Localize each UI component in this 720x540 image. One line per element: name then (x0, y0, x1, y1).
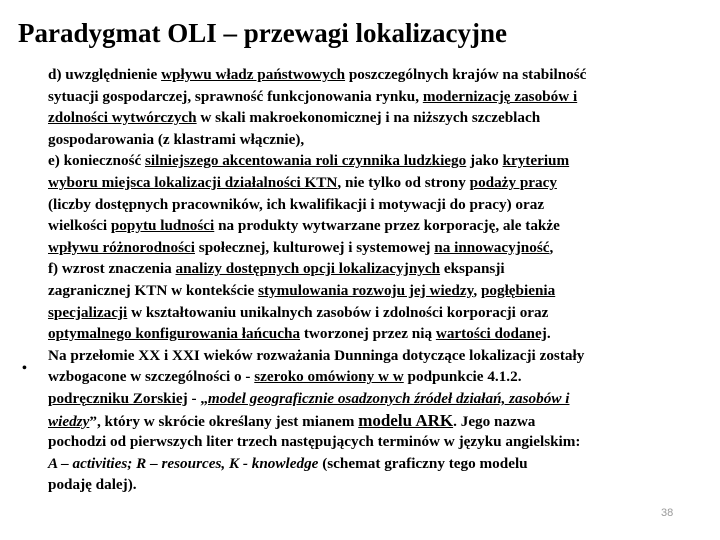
text-run: - „ (187, 389, 208, 407)
underlined-text: silniejszego akcentowania roli czynnika ludzkiego (145, 152, 467, 170)
underlined-text: analizy dostępnych opcji lokalizacyjnych (175, 260, 441, 278)
bullet-line (48, 410, 708, 432)
text-run: zagranicznej KTN w kontekście (48, 281, 259, 299)
text-run: (liczby dostępnych pracowników, ich kwalifikacji i motywacji do pracy) oraz (48, 195, 545, 213)
point-e-line (48, 237, 708, 259)
underlined-text: popytu ludności (110, 217, 215, 235)
bullet-line (48, 431, 708, 453)
text-run: , nie tylko od strony (337, 173, 470, 191)
text-run: e) konieczność (48, 152, 146, 170)
point-e-line (48, 215, 708, 237)
underlined-italic-text: wiedzy (48, 412, 90, 430)
underlined-text: modelu ARK (358, 410, 454, 430)
underlined-italic-text: model geograficznie osadzonych źródeł działań, zasobów i (207, 389, 570, 407)
bullet-line (48, 366, 708, 388)
bullet-line (48, 345, 708, 367)
page-number: 38 (661, 507, 674, 519)
italic-text: A – activities; R – resources, K - knowledge (48, 454, 319, 472)
text-run: na produkty wytwarzane przez korporację, ale także (214, 217, 560, 235)
text-run: ”, który w skrócie określany jest mianem (89, 412, 359, 430)
text-run: f) wzrost znaczenia (48, 260, 176, 278)
underlined-text: pogłębienia (480, 281, 556, 299)
underlined-text: wpływu władz państwowych (161, 66, 346, 83)
text-run: w kształtowaniu unikalnych zasobów i zdolności korporacji oraz (127, 303, 549, 321)
underlined-text: wartości dodanej (435, 325, 547, 343)
underlined-text: optymalnego konfigurowania łańcucha (48, 325, 301, 343)
text-run: społecznej, kulturowej i systemowej (194, 238, 435, 256)
point-f-line (48, 302, 708, 324)
text-run: poszczególnych krajów na stabilność (345, 66, 587, 83)
underlined-text: podaży pracy (469, 173, 557, 191)
slide-body (48, 64, 708, 496)
point-d-line (48, 86, 708, 108)
point-d-line (48, 129, 708, 151)
bullet-line (48, 474, 708, 496)
underlined-text: wyboru miejsca lokalizacji działalności KTN (48, 173, 338, 191)
point-e-line (48, 150, 708, 172)
text-run: wzbogacone w szczególności o - (48, 368, 255, 386)
underlined-text: kryterium (502, 152, 570, 170)
point-d-line (48, 107, 708, 129)
underlined-text: modernizację zasobów i (422, 87, 578, 105)
underlined-text: szeroko omówiony w w (254, 368, 404, 386)
text-run: (schemat graficzny tego modelu (318, 454, 528, 472)
bullet-marker: • (22, 361, 27, 376)
text-run: . Jego nazwa (453, 412, 536, 430)
text-run: jako (466, 152, 503, 170)
text-run: sytuacji gospodarczej, sprawność funkcjonowania rynku, (48, 87, 423, 105)
text-run: , (549, 238, 554, 256)
text-run: wielkości (48, 217, 111, 235)
underlined-text: na innowacyjność (434, 238, 550, 256)
text-run: podpunkcie 4.1.2. (403, 368, 522, 386)
point-f-line (48, 258, 708, 280)
point-e-line (48, 194, 708, 216)
text-run: . (546, 325, 551, 343)
slide-title: Paradygmat OLI – przewagi lokalizacyjne (18, 18, 507, 48)
text-run: w skali makroekonomicznej i na niższych szczeblach (196, 109, 541, 127)
text-run: pochodzi od pierwszych liter trzech następujących terminów w języku angielskim: (48, 433, 581, 451)
point-e-line (48, 172, 708, 194)
text-run: ekspansji (440, 260, 505, 278)
text-run: , (473, 281, 481, 299)
text-run: gospodarowania (z klastrami włącznie), (48, 130, 305, 148)
bullet-line (48, 453, 708, 475)
underlined-text: podręczniku Zorskiej (48, 389, 188, 407)
bullet-line (48, 388, 708, 410)
point-f-line (48, 280, 708, 302)
text-run: tworzonej przez nią (300, 325, 436, 343)
point-d-line (48, 64, 708, 86)
text-run: podaję dalej). (48, 476, 137, 494)
underlined-text: zdolności wytwórczych (48, 109, 197, 127)
underlined-text: specjalizacji (48, 303, 128, 321)
point-f-line (48, 323, 708, 345)
text-run: d) uwzględnienie (48, 66, 162, 83)
underlined-text: stymulowania rozwoju jej wiedzy (258, 281, 474, 299)
underlined-text: wpływu różnorodności (48, 238, 195, 256)
text-run: Na przełomie XX i XXI wieków rozważania Dunninga dotyczące lokalizacji zostały (48, 346, 585, 364)
